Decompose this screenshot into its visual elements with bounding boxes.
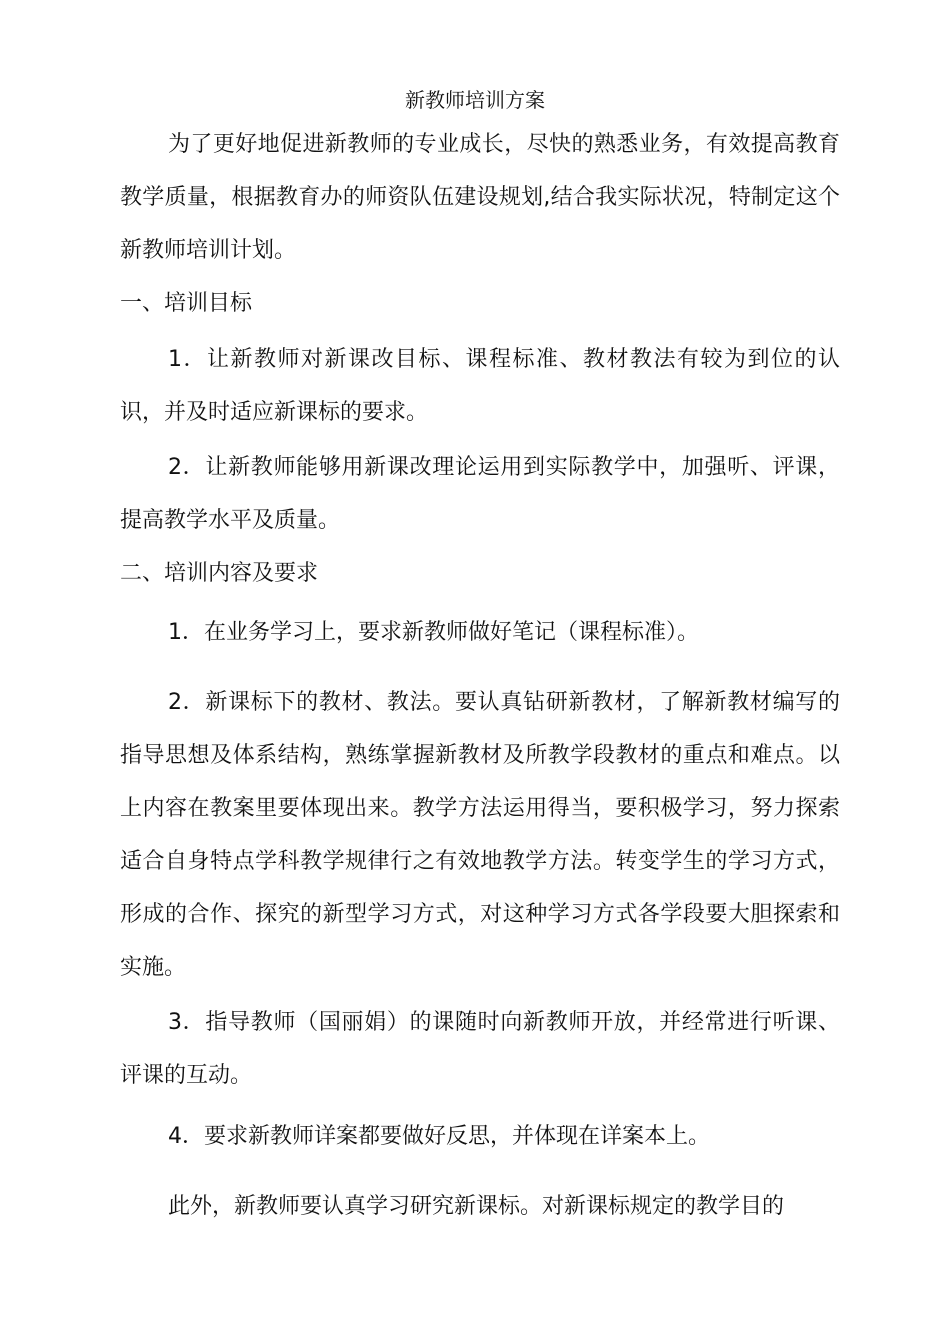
content-item-1: 1．在业务学习上，要求新教师做好笔记（课程标准）。 [168,620,699,645]
content-item-3: 3．指导教师（国丽娟）的课随时向新教师开放，并经常进行听课、评课的互动。 [120,1010,840,1088]
content-item-4: 4．要求新教师详案都要做好反思，并体现在详案本上。 [168,1124,710,1149]
closing-paragraph: 此外，新教师要认真学习研究新课标。对新课标规定的教学目的 [168,1194,785,1219]
goal-item-1: 1．让新教师对新课改目标、课程标准、教材教法有较为到位的认识，并及时适应新课标的要求。 [120,347,840,425]
goal-item-2: 2．让新教师能够用新课改理论运用到实际教学中，加强听、评课，提高教学水平及质量。 [120,455,840,533]
section-heading-goals: 一、培训目标 [120,291,253,316]
document-title: 新教师培训方案 [405,88,545,112]
intro-paragraph: 为了更好地促进新教师的专业成长，尽快的熟悉业务，有效提高教育教学质量，根据教育办的师资队伍建设规划,结合我实际状况，特制定这个新教师培训计划。 [120,132,840,263]
section-heading-content: 二、培训内容及要求 [120,561,319,586]
content-item-2: 2．新课标下的教材、教法。要认真钻研新教材，了解新教材编写的指导思想及体系结构，熟练掌握新教材及所教学段教材的重点和难点。以上内容在教案里要体现出来。教学方法运用得当，要积极学习，努力探索适合自身特点学科教学规律行之有效地教学方法。转变学生的学习方式，形成的合作、探究的新型学习方式，对这种学习方式各学段要大胆探索和实施。 [120,690,840,980]
